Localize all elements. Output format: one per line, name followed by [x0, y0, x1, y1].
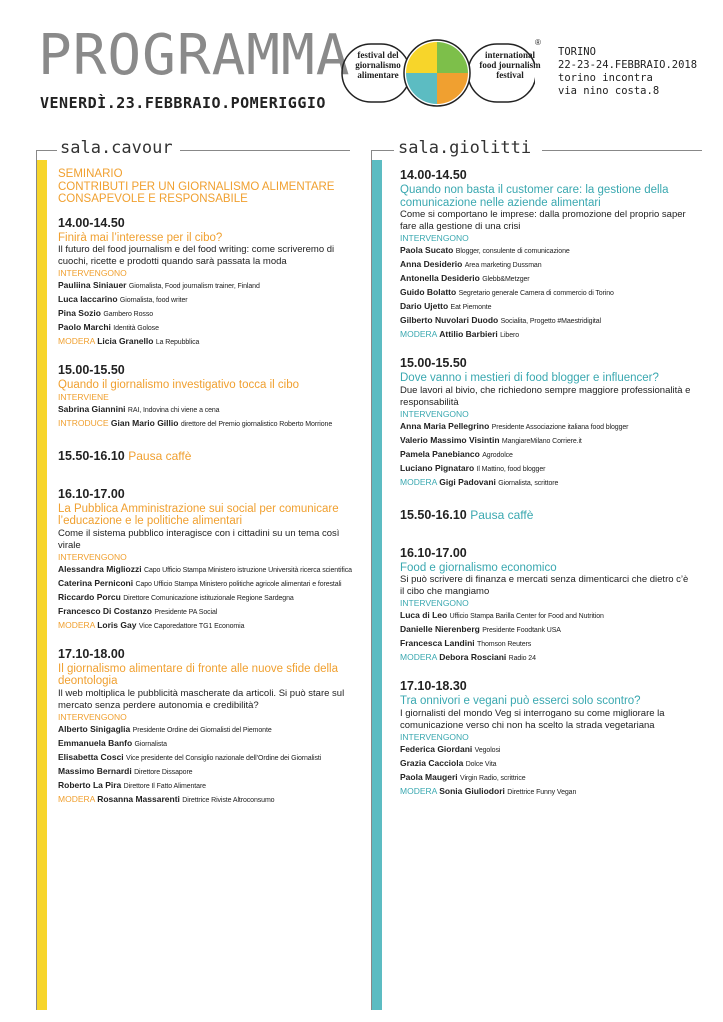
moderator-label: MODERA [58, 619, 95, 630]
speaker [400, 448, 695, 462]
right-sessions [400, 168, 695, 799]
speaker [400, 637, 695, 651]
speaker-role: Glebb&Metzger [482, 276, 530, 283]
speakers-label: INTERVIENE [58, 391, 109, 402]
session-title: Il giornalismo alimentare di fronte alle nuove sfide della deontologia [58, 662, 338, 687]
moderator-label: INTRODUCE [58, 417, 109, 428]
moderator [58, 619, 353, 633]
left-sessions [58, 216, 353, 807]
session-time: 17.10-18.30 [400, 679, 467, 693]
speakers-label: INTERVENGONO [58, 711, 127, 722]
moderator-label: MODERA [400, 329, 437, 339]
speaker-name: Pamela Panebianco [400, 448, 480, 459]
speaker-role: Dolce Vita [465, 760, 497, 768]
speaker [400, 609, 695, 623]
moderator-role: La Repubblica [155, 339, 200, 346]
moderator [58, 793, 353, 807]
coffee-break [400, 508, 695, 522]
speaker-name: Luciano Pignataro [400, 462, 475, 473]
pause-time: 15.50-16.10 [58, 448, 125, 463]
session-time: 16.10-17.00 [58, 486, 125, 501]
moderator-name: Gigi Padovani [439, 476, 496, 487]
divider [542, 150, 702, 151]
speaker-name: Valerio Massimo Visintin [400, 434, 500, 445]
registered-icon: ® [535, 38, 541, 47]
speaker [400, 434, 695, 448]
session-description: Il futuro del food journalism e del food writing: come scriveremo di cuochi, ricette e prodotti quando sarà passata la moda [58, 244, 335, 267]
speaker-name: Riccardo Porcu [58, 591, 121, 602]
speaker-name: Francesco Di Costanzo [58, 605, 152, 616]
speaker-role: Capo Ufficio Stampa Ministero istruzione Università ricerca scientifica [143, 566, 352, 574]
session-title: La Pubblica Amministrazione sui social per comunicare l’educazione e le politiche alimentari [58, 502, 339, 527]
speaker-role: Direttore Dissapore [134, 768, 193, 776]
moderator-label: MODERA [58, 336, 95, 346]
speaker-role: Area marketing Dussman [464, 262, 542, 269]
speaker-name: Pauliina Siniauer [58, 280, 127, 290]
yellow-bar [37, 160, 47, 1010]
session-time: 16.10-17.00 [400, 545, 467, 560]
divider [180, 150, 350, 151]
speaker-role: Presidente Ordine dei Giornalisti del Piemonte [132, 726, 272, 734]
pause-label: Pausa caffè [470, 507, 534, 522]
session-time: 17.10-18.00 [58, 646, 125, 661]
moderator-role: Direttrice Riviste Altroconsumo [182, 796, 275, 804]
speaker [58, 279, 353, 293]
moderator [400, 651, 695, 665]
speaker-name: Caterina Perniconi [58, 577, 134, 588]
speaker-role: Il Mattino, food blogger [476, 465, 546, 473]
speaker [400, 771, 695, 785]
moderator-name: Attilio Barbieri [439, 329, 498, 339]
speaker-name: Paola Maugeri [400, 771, 458, 782]
event-info [558, 46, 697, 98]
session-title: Tra onnivori e vegani può esserci solo scontro? [400, 695, 641, 707]
speaker-name: Dario Ujetto [400, 301, 449, 311]
speaker-role: Presidente Associazione italiana food blogger [491, 423, 629, 431]
divider [37, 150, 57, 151]
speaker [400, 462, 695, 476]
speaker [400, 757, 695, 771]
speaker [58, 765, 353, 779]
speaker [58, 737, 353, 751]
speaker-name: Antonella Desiderio [400, 273, 480, 283]
moderator-role: Radio 24 [508, 655, 536, 662]
session-title: Quando il giornalismo investigativo tocca il cibo [58, 379, 299, 391]
moderator [58, 335, 353, 349]
speaker-role: Giornalista, Food journalism trainer, Finland [128, 283, 260, 290]
moderator [400, 476, 695, 490]
speaker-role: Direttore Comunicazione istituzionale Regione Sardegna [123, 594, 294, 602]
speakers-label: INTERVENGONO [400, 408, 469, 419]
moderator [400, 785, 695, 799]
session-block [400, 168, 695, 342]
session-description: Come il sistema pubblico interagisce con i cittadini su un tema così virale [58, 527, 340, 551]
speakers-label: INTERVENGONO [58, 268, 127, 278]
moderator-role: Vice Caporedattore TG1 Economia [138, 622, 245, 630]
speaker-name: Grazia Cacciola [400, 757, 464, 768]
speaker-name: Paolo Marchi [58, 322, 111, 332]
speaker-name: Anna Desiderio [400, 259, 463, 269]
speaker [58, 563, 353, 577]
teal-bar [372, 160, 382, 1010]
speaker-name: Massimo Bernardi [58, 765, 132, 776]
speaker-role: Giornalista [134, 740, 167, 748]
speaker-name: Roberto La Pira [58, 779, 122, 790]
address: via nino costa.8 [558, 85, 660, 97]
moderator-label: MODERA [400, 476, 437, 487]
session-description: Come si comportano le imprese: dalla promozione del proprio saper fare alla gestione di una crisi [400, 209, 686, 232]
speaker [400, 272, 695, 286]
speaker-name: Danielle Nierenberg [400, 624, 480, 634]
speaker-role: Blogger, consulente di comunicazione [455, 248, 570, 255]
moderator-label: MODERA [400, 652, 437, 662]
pause-time: 15.50-16.10 [400, 507, 467, 522]
divider [372, 150, 394, 151]
moderator-role: Direttrice Funny Vegan [507, 788, 577, 796]
speaker [58, 751, 353, 765]
seminar-title: CONTRIBUTI PER UN GIORNALISMO ALIMENTARE CONSAPEVOLE E RESPONSABILE [58, 180, 335, 205]
speaker-name: Anna Maria Pellegrino [400, 420, 490, 431]
speaker [400, 420, 695, 434]
session-block [400, 679, 695, 799]
session-description: Due lavori al bivio, che richiedono sempre maggiore professionalità e responsabilità [400, 384, 691, 408]
session-time: 15.00-15.50 [400, 356, 467, 370]
speaker [58, 591, 353, 605]
speaker-name: Francesca Landini [400, 638, 475, 648]
speaker-role: Socialita, Progetto #Maestridigital [500, 318, 601, 325]
session-block [58, 449, 353, 463]
session-block [58, 647, 353, 807]
sala-giolitti-title [398, 138, 531, 158]
speaker-name: Pina Sozio [58, 308, 101, 318]
right-column [400, 168, 695, 813]
speaker-role: Eat Piemonte [450, 304, 492, 311]
speaker-name: Alessandra Migliozzi [58, 563, 142, 574]
session-block [400, 546, 695, 666]
page-subtitle: VENERDÌ.23.FEBBRAIO.POMERIGGIO [40, 94, 326, 112]
session-title: Dove vanno i mestieri di food blogger e influencer? [400, 372, 659, 384]
speaker-role: Presidente Foodtank USA [482, 627, 561, 634]
speakers-label: INTERVENGONO [400, 233, 469, 243]
dates: 22-23-24.FEBBRAIO.2018 [558, 59, 698, 71]
speaker-role: Vegolosi [474, 746, 501, 754]
seminar-block [58, 168, 353, 206]
sala-name: sala.cavour [60, 138, 173, 158]
speaker [400, 300, 695, 314]
speaker [400, 743, 695, 757]
session-block [58, 487, 353, 633]
page-title: PROGRAMMA [38, 23, 351, 88]
moderator [58, 417, 353, 431]
session-time: 15.00-15.50 [58, 363, 125, 377]
speaker-role: Vice presidente del Consiglio nazionale dell’Ordine dei Giornalisti [126, 754, 322, 762]
speaker [58, 605, 353, 619]
speaker-role: Giornalista, food writer [119, 297, 188, 304]
session-description: Il web moltiplica le pubblicità mascherate da articoli. Si può stare sul mercato senza perdere autonomia e credibilità? [58, 687, 345, 711]
session-title: Food e giornalismo economico [400, 561, 557, 574]
speaker-name: Federica Giordani [400, 743, 473, 754]
speaker-name: Elisabetta Cosci [58, 751, 124, 762]
moderator-label: MODERA [400, 785, 437, 796]
speaker-role: Presidente PA Social [154, 608, 218, 616]
speakers-label: INTERVENGONO [400, 598, 469, 608]
sala-name: sala.giolitti [398, 138, 532, 158]
speaker-name: Gilberto Nuvolari Duodo [400, 315, 499, 325]
logo-text-right: international food journalism festival [479, 50, 541, 80]
venue: torino incontra [558, 72, 653, 84]
seminar-label: SEMINARIO [58, 168, 123, 180]
speaker-name: Paola Sucato [400, 245, 454, 255]
moderator-name: Licia Granello [97, 336, 154, 346]
speaker [58, 779, 353, 793]
left-column [58, 168, 353, 821]
session-block [58, 363, 353, 431]
speaker-role: RAI, Indovina chi viene a cena [127, 406, 220, 414]
session-description: I giornalisti del mondo Veg si interrogano su come migliorare la comunicazione verso chi non ha scelto la strada vegetariana [400, 707, 665, 731]
speaker [58, 307, 353, 321]
speaker [58, 293, 353, 307]
speaker-role: Agrodolce [482, 451, 513, 459]
moderator-role: Giornalista, scrittore [498, 479, 559, 487]
speaker-role: Virgin Radio, scrittrice [460, 774, 526, 782]
moderator-name: Rosanna Massarenti [97, 793, 180, 804]
speaker-role: Capo Ufficio Stampa Ministero politiche agricole alimentari e forestali [135, 580, 342, 588]
speaker-role: Identità Golose [113, 325, 159, 332]
moderator-name: Gian Mario Gillio [110, 417, 179, 428]
speaker-role: Gambero Rosso [103, 311, 154, 318]
speaker-name: Guido Bolatto [400, 287, 457, 297]
session-title: Quando non basta il customer care: la gestione della comunicazione nelle aziende alimentari [400, 184, 669, 209]
speaker-name: Emmanuela Banfo [58, 737, 133, 748]
speaker-role: Ufficio Stampa Barilla Center for Food and Nutrition [449, 613, 604, 620]
speaker [400, 623, 695, 637]
session-description: Si può scrivere di finanza e mercati senza dimenticarci che dietro c’è il cibo che mangiamo [400, 574, 689, 597]
speaker [58, 577, 353, 591]
session-time: 14.00-14.50 [58, 215, 125, 230]
speaker-name: Alberto Sinigaglia [58, 723, 131, 734]
city: TORINO [558, 46, 596, 58]
moderator-name: Loris Gay [97, 619, 137, 630]
speakers-label: INTERVENGONO [400, 731, 469, 742]
speaker-role: Segretario generale Camera di commercio di Torino [458, 290, 614, 297]
speaker-name: Sabrina Giannini [58, 403, 126, 414]
session-block [400, 508, 695, 522]
moderator [400, 328, 695, 342]
logo-text-left: festival del giornalismo alimentare [355, 50, 401, 80]
speaker [58, 403, 353, 417]
coffee-break [58, 449, 353, 463]
moderator-name: Debora Rosciani [439, 652, 507, 662]
session-block [400, 356, 695, 490]
moderator-role: direttore del Premio giornalistico Roberto Morrione [180, 420, 333, 428]
speaker [58, 321, 353, 335]
speaker [400, 244, 695, 258]
speaker [400, 314, 695, 328]
speaker-role: Direttore Il Fatto Alimentare [123, 782, 206, 790]
speaker [400, 258, 695, 272]
session-block [58, 216, 353, 350]
speakers-label: INTERVENGONO [58, 551, 127, 562]
session-time: 14.00-14.50 [400, 168, 467, 182]
session-title: Finirà mai l’interesse per il cibo? [58, 231, 223, 244]
speaker-role: MangiareMilano Corriere.it [501, 437, 582, 445]
speaker [400, 286, 695, 300]
speaker [58, 723, 353, 737]
speaker-name: Luca Iaccarino [58, 294, 118, 304]
speaker-role: Thomson Reuters [477, 641, 532, 648]
moderator-label: MODERA [58, 793, 95, 804]
moderator-name: Sonia Giuliodori [439, 785, 505, 796]
pause-label: Pausa caffè [128, 448, 192, 463]
sala-cavour-title [60, 138, 173, 158]
moderator-role: Libero [500, 332, 520, 339]
speaker-name: Luca di Leo [400, 610, 448, 620]
